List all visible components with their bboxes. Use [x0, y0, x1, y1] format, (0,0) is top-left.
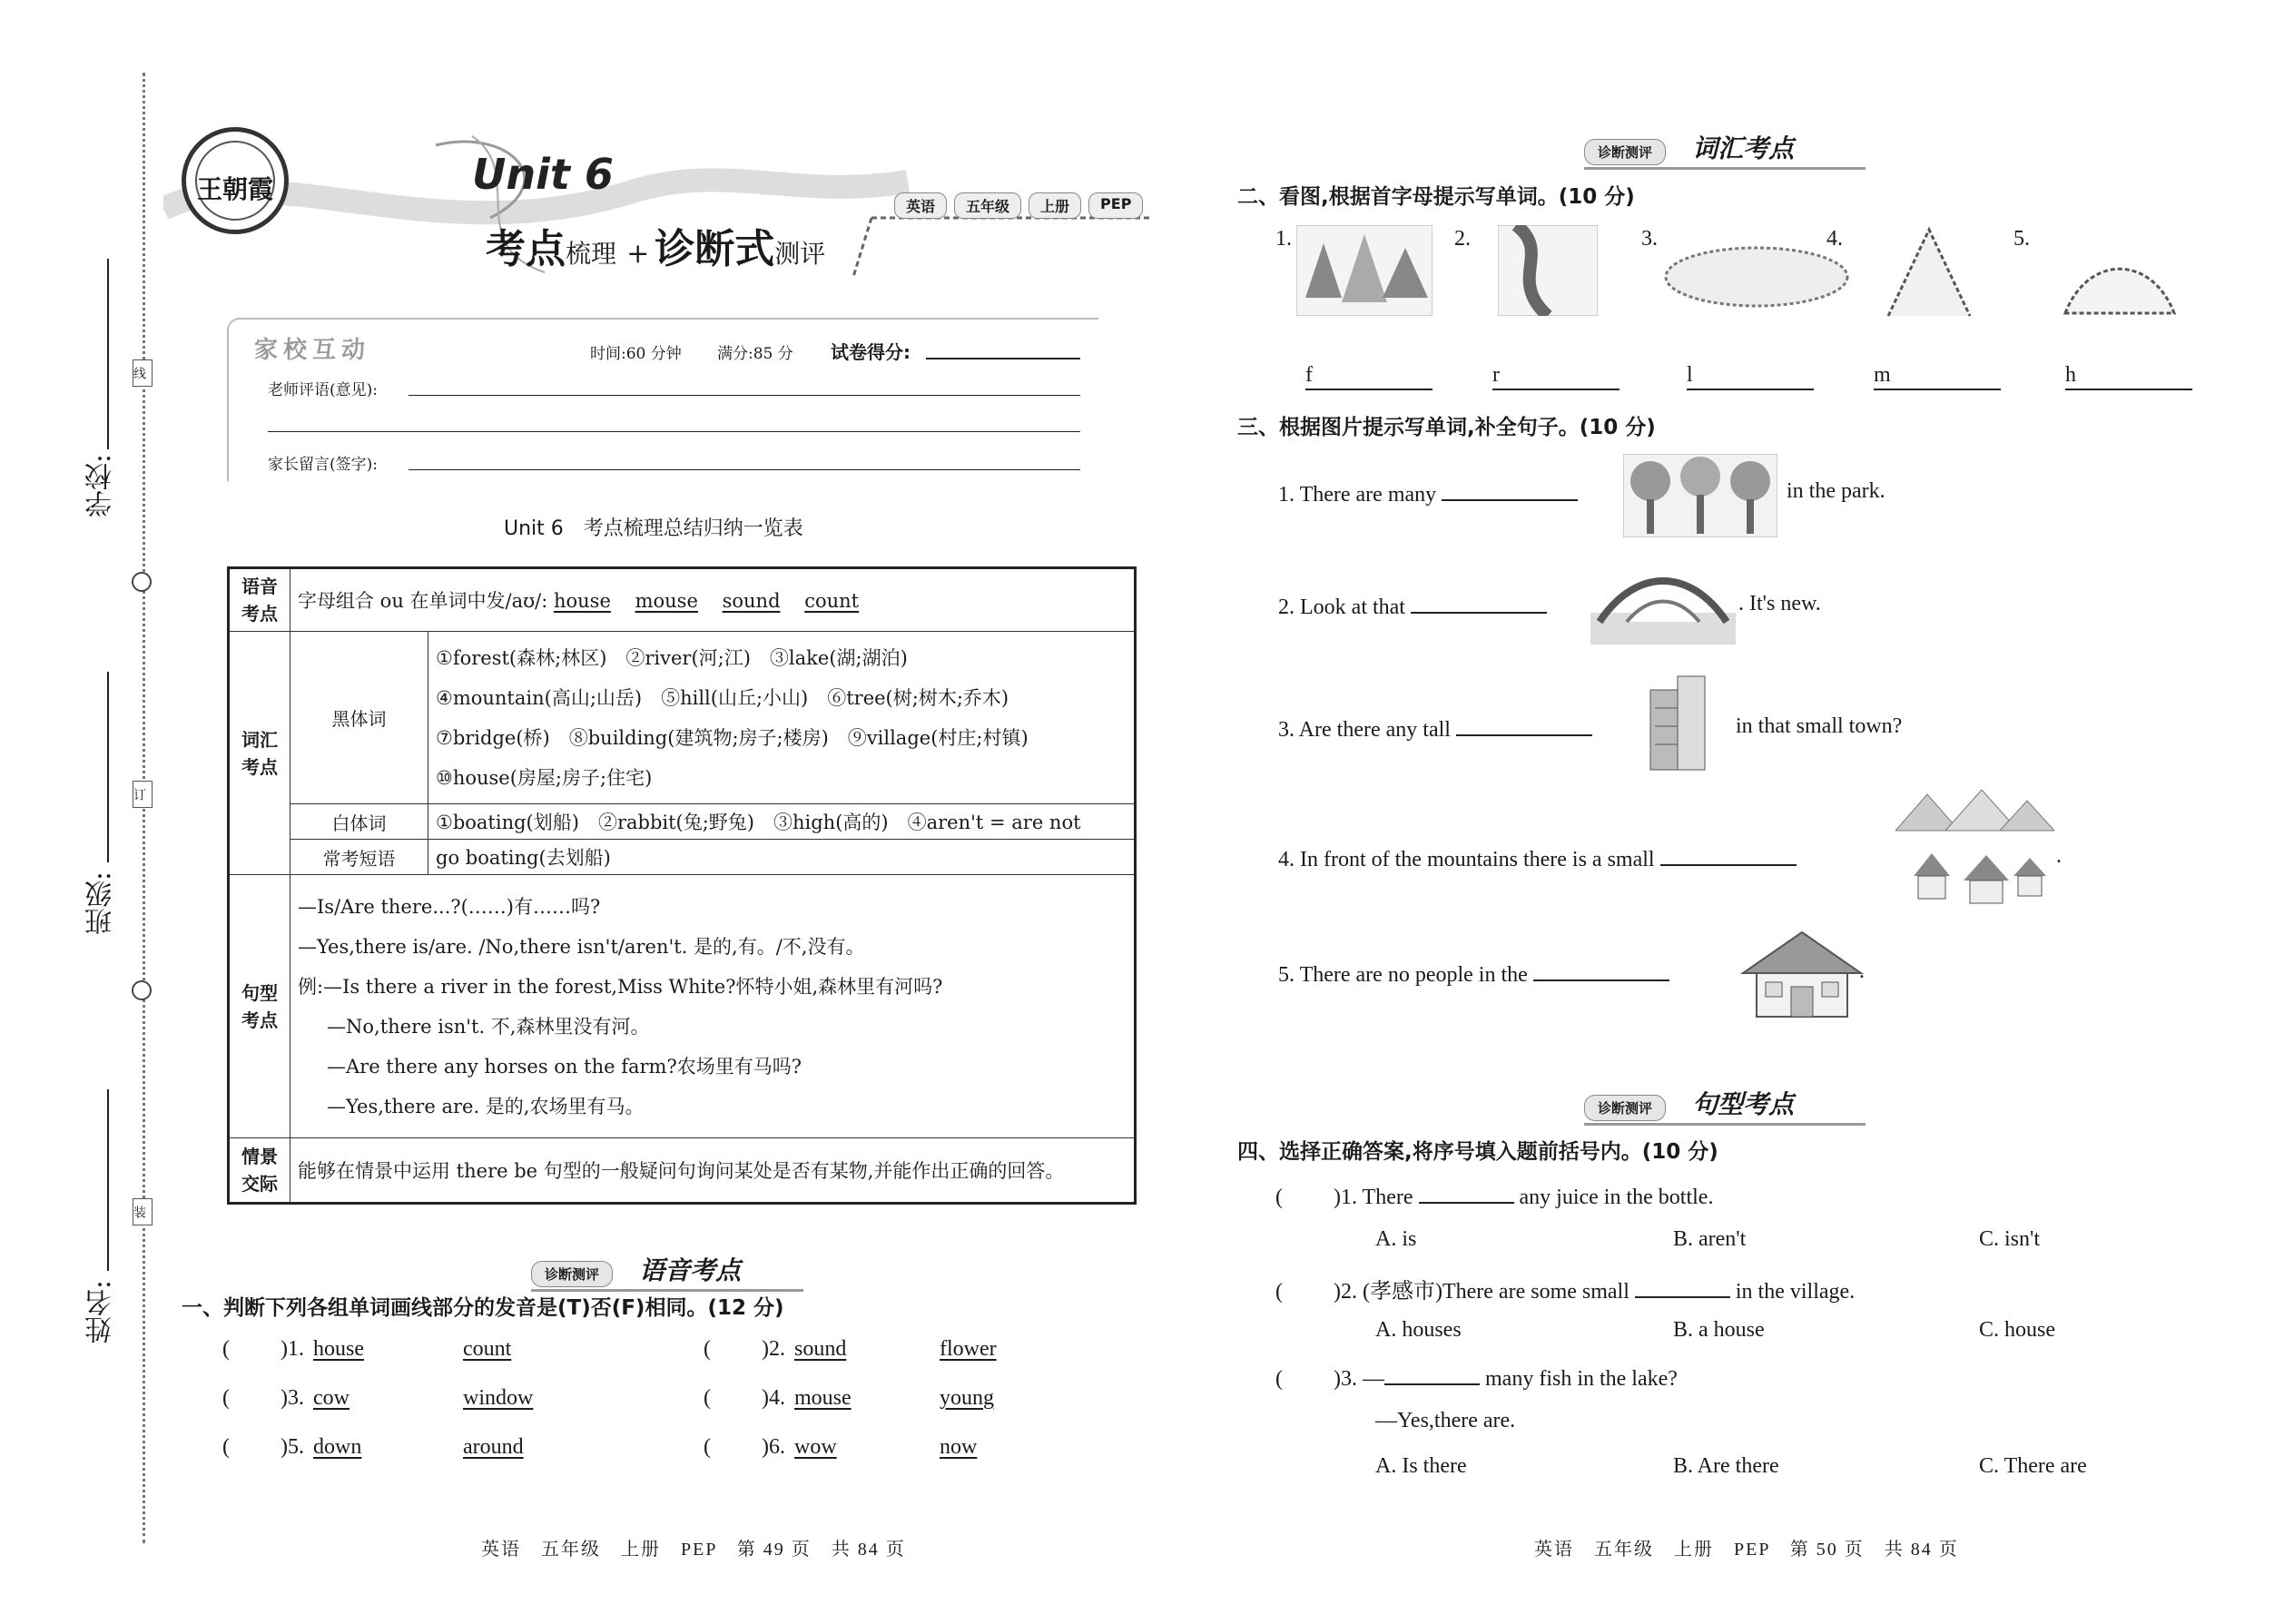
- question-2: ( )2. (孝感市)There are some small in the village.: [1275, 1273, 1855, 1304]
- list-item: 2. Look at that: [1278, 592, 1547, 620]
- table-row: [229, 568, 1136, 632]
- table-row: [229, 840, 1136, 875]
- phonics-cell: 字母组合 ou 在单词中发/aʊ/: house mouse sound count: [290, 568, 1136, 632]
- forest-picture-icon: [1296, 225, 1433, 316]
- letter-hint: m: [1874, 363, 1891, 387]
- answer-blank[interactable]: [1533, 960, 1669, 981]
- class-label: 班级:: [85, 871, 117, 936]
- bridge-picture-icon: [1590, 558, 1736, 645]
- binding-box: 线: [133, 359, 153, 387]
- question-3: ( )3. — many fish in the lake?: [1275, 1363, 1678, 1392]
- phrase-header: 常考短语: [290, 840, 428, 875]
- vocab-banner: 诊断测评 词汇考点: [1584, 129, 1866, 170]
- answer-line[interactable]: [1492, 389, 1620, 390]
- question-1: ( )1. There any juice in the bottle.: [1275, 1182, 1713, 1210]
- summary-title: Unit 6 考点梳理总结归纳一览表: [504, 517, 803, 540]
- list-item-word: young: [940, 1386, 994, 1410]
- list-item: 5. There are no people in the: [1278, 960, 1669, 988]
- binding-hole: [132, 980, 152, 1000]
- phonics-word: house: [553, 590, 611, 612]
- option-a[interactable]: A. Is there: [1375, 1454, 1467, 1478]
- teacher-comment-label: 老师评语(意见):: [268, 381, 378, 399]
- sentence-cell: —Is/Are there...?(……)有……吗? —Yes,there is/are. /No,there isn't/aren't. 是的,有。/不,没有。 例:—Is there a river in the forest,Miss White?怀特小姐,森林里有河吗? —No,there isn't. 不,森林里没有河。 —Are there any horses on the farm?农场里有马吗? —Yes,there are. 是的,农场里有马。: [290, 875, 1136, 1138]
- lake-picture-icon: [1661, 241, 1852, 313]
- info-heading: 家校互动: [254, 337, 371, 364]
- answer-line[interactable]: [1874, 389, 2001, 390]
- mountain-picture-icon: [1884, 225, 1974, 320]
- building-picture-icon: [1641, 672, 1714, 772]
- name-label: 姓名:: [85, 1280, 117, 1344]
- list-item: 4. In front of the mountains there is a small: [1278, 844, 1797, 872]
- table-row: [229, 1138, 1136, 1204]
- scene-cell: 能够在情景中运用 there be 句型的一般疑问句询问某处是否有某物,并能作出正确的回答。: [290, 1138, 1136, 1204]
- phonics-banner: 诊断测评 语音考点: [531, 1251, 803, 1292]
- answer-blank[interactable]: [1384, 1363, 1480, 1385]
- answer-line[interactable]: [1687, 389, 1814, 390]
- option-a[interactable]: A. houses: [1375, 1318, 1462, 1342]
- teacher-comment-field[interactable]: [409, 395, 1080, 396]
- picture-number: 2.: [1454, 227, 1471, 251]
- parent-comment-field[interactable]: [409, 469, 1080, 470]
- option-c[interactable]: C. isn't: [1979, 1227, 2041, 1251]
- option-b[interactable]: B. Are there: [1673, 1454, 1779, 1478]
- answer-blank[interactable]: [1635, 1276, 1730, 1298]
- summary-table: [227, 566, 1137, 1205]
- score-field[interactable]: [926, 358, 1080, 359]
- sentence-end: . It's new.: [1738, 592, 1821, 615]
- list-item: ( )3. cow: [222, 1386, 350, 1410]
- hill-picture-icon: [2061, 250, 2179, 318]
- option-b[interactable]: B. aren't: [1673, 1227, 1747, 1251]
- plain-words-cell: ①boating(划船) ②rabbit(兔;野兔) ③high(高的) ④aren't = are not: [428, 804, 1136, 840]
- answer-line[interactable]: [2065, 389, 2192, 390]
- village-picture-icon: [1895, 790, 2054, 908]
- phonics-header: 语音考点: [229, 568, 290, 632]
- list-item: ( )4. mouse: [704, 1386, 852, 1410]
- page-title: 考点梳理 + 诊断式测评: [486, 226, 826, 272]
- teacher-comment-field-2[interactable]: [268, 431, 1080, 432]
- answer-blank[interactable]: [1442, 479, 1578, 501]
- table-row: [229, 632, 1136, 804]
- sentence-end: in the park.: [1787, 479, 1885, 503]
- name-write-line[interactable]: [107, 1089, 109, 1271]
- list-item: ( )6. wow: [704, 1435, 837, 1459]
- score-label: 试卷得分:: [831, 341, 911, 363]
- section4-title: 四、选择正确答案,将序号填入题前括号内。(10 分): [1237, 1140, 1718, 1164]
- bold-words-cell: ①forest(森林;林区) ②river(河;江) ③lake(湖;湖泊) ④mountain(高山;山岳) ⑤hill(山丘;小山) ⑥tree(树;树木;乔木) ⑦bridge(桥) ⑧building(建筑物;房子;楼房) ⑨village(村庄;村镇) ⑩house(房屋;房子;住宅): [428, 632, 1136, 804]
- list-item-word: window: [463, 1386, 534, 1410]
- bold-words-header: 黑体词: [290, 632, 428, 804]
- school-write-line[interactable]: [107, 259, 109, 449]
- table-row: [229, 875, 1136, 1138]
- footer-right: 英语 五年级 上册 PEP 第 50 页 共 84 页: [1534, 1540, 1959, 1560]
- list-item: ( )1. house: [222, 1337, 364, 1361]
- list-item-word: flower: [940, 1337, 997, 1361]
- dialogue-answer: —Yes,there are.: [1375, 1409, 1516, 1432]
- picture-number: 5.: [2013, 227, 2030, 251]
- footer-left: 英语 五年级 上册 PEP 第 49 页 共 84 页: [481, 1540, 906, 1560]
- logo-text: 王朝霞: [196, 174, 273, 204]
- picture-number: 1.: [1275, 227, 1292, 251]
- binding-box: 订: [133, 781, 153, 808]
- binding-dotted-line: [143, 73, 145, 1543]
- letter-hint: h: [2065, 363, 2076, 387]
- phrase-cell: go boating(去划船): [428, 840, 1136, 875]
- letter-hint: r: [1492, 363, 1500, 387]
- section2-title: 二、看图,根据首字母提示写单词。(10 分): [1237, 185, 1635, 209]
- class-write-line[interactable]: [107, 672, 109, 862]
- option-c[interactable]: C. house: [1979, 1318, 2055, 1342]
- time-limit: 时间:60 分钟: [590, 345, 682, 363]
- vocab-header: 词汇考点: [229, 632, 290, 875]
- binding-box: 装: [133, 1198, 153, 1225]
- option-c[interactable]: C. There are: [1979, 1454, 2087, 1478]
- binding-hole: [132, 572, 152, 592]
- phonics-word: mouse: [635, 590, 698, 612]
- full-score: 满分:85 分: [717, 345, 793, 363]
- phonics-word: sound: [722, 590, 781, 612]
- scene-header: 情景交际: [229, 1138, 290, 1204]
- list-item-word: count: [463, 1337, 512, 1361]
- list-item: 3. Are there any tall: [1278, 714, 1592, 743]
- list-item-word: around: [463, 1435, 524, 1459]
- answer-blank[interactable]: [1419, 1182, 1514, 1204]
- trees-picture-icon: [1623, 454, 1777, 537]
- unit-title: Unit 6: [472, 150, 614, 199]
- section1-title: 一、判断下列各组单词画线部分的发音是(T)否(F)相同。(12 分): [182, 1296, 784, 1320]
- list-item: 1. There are many: [1278, 479, 1578, 507]
- list-item: ( )5. down: [222, 1435, 362, 1459]
- phonics-word: count: [804, 590, 860, 612]
- option-a[interactable]: A. is: [1375, 1227, 1417, 1251]
- answer-blank[interactable]: [1456, 714, 1592, 736]
- answer-line[interactable]: [1305, 389, 1433, 390]
- answer-blank[interactable]: [1660, 844, 1797, 866]
- logo-seal: [182, 127, 289, 234]
- river-picture-icon: [1498, 225, 1598, 316]
- school-label: 学校:: [85, 454, 117, 518]
- picture-number: 4.: [1826, 227, 1843, 251]
- section3-title: 三、根据图片提示写单词,补全句子。(10 分): [1237, 416, 1656, 439]
- table-row: [229, 804, 1136, 840]
- letter-hint: l: [1687, 363, 1693, 387]
- letter-hint: f: [1305, 363, 1313, 387]
- plain-words-header: 白体词: [290, 804, 428, 840]
- parent-comment-label: 家长留言(签字):: [268, 456, 378, 474]
- option-b[interactable]: B. a house: [1673, 1318, 1765, 1342]
- house-picture-icon: [1738, 928, 1866, 1020]
- sentence-header: 句型考点: [229, 875, 290, 1138]
- sentence-end: in that small town?: [1736, 714, 1903, 738]
- sentence-banner: 诊断测评 句型考点: [1584, 1085, 1866, 1126]
- answer-blank[interactable]: [1411, 592, 1547, 614]
- list-item: ( )2. sound: [704, 1337, 847, 1361]
- sentence-end: .: [1859, 960, 1865, 983]
- sentence-end: .: [2056, 844, 2062, 868]
- grade-tags: 英语 五年级 上册 PEP: [894, 192, 1143, 219]
- list-item-word: now: [940, 1435, 978, 1459]
- picture-number: 3.: [1641, 227, 1658, 251]
